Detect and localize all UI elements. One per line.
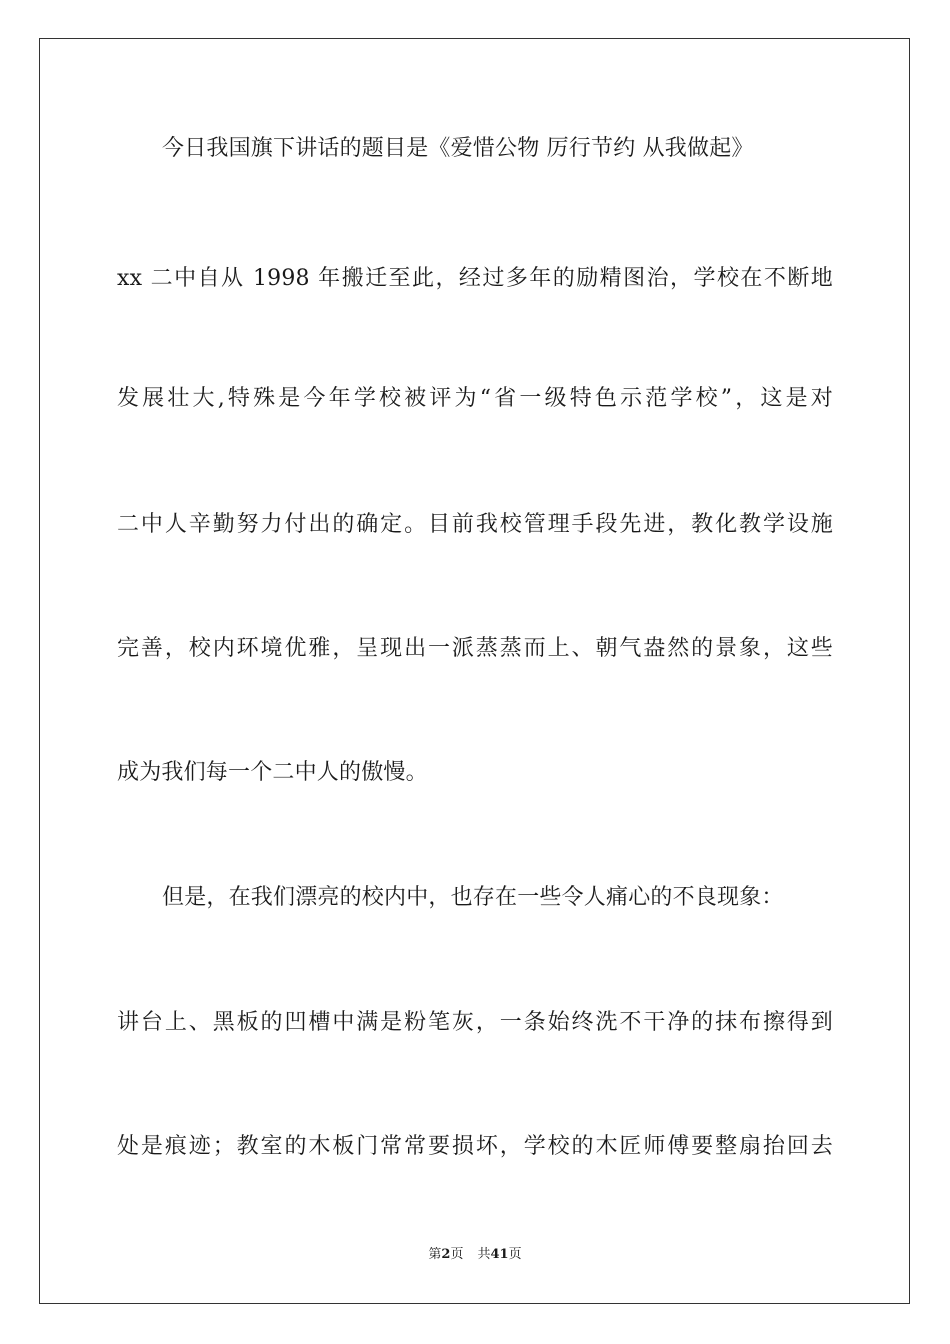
total-pages-indicator: 共41页 <box>477 1247 522 1262</box>
text-line: 但是，在我们漂亮的校内中，也存在一些令人痛心的不良现象： <box>162 885 784 910</box>
page-frame <box>39 38 910 1304</box>
text-line: xx 二中自从 1998 年搬迁至此，经过多年的励精图治，学校在不断地 <box>117 266 833 291</box>
total-pages: 41 <box>490 1247 509 1262</box>
page-footer <box>0 1246 950 1264</box>
text-line: 处是痕迹；教室的木板门常常要损坏，学校的木匠师傅要整扇抬回去 <box>117 1134 833 1159</box>
text-line: 发展壮大,特殊是今年学校被评为“省一级特色示范学校”，这是对 <box>117 386 833 411</box>
page-indicator: 第2页 <box>428 1247 464 1262</box>
text-line: 今日我国旗下讲话的题目是《爱惜公物 厉行节约 从我做起》 <box>162 136 754 161</box>
text-line: 二中人辛勤努力付出的确定。目前我校管理手段先进，教化教学设施 <box>117 512 833 537</box>
text-line: 讲台上、黑板的凹槽中满是粉笔灰，一条始终洗不干净的抹布擦得到 <box>117 1010 833 1035</box>
text-line: 成为我们每一个二中人的傲慢。 <box>117 760 428 785</box>
page-number: 2 <box>441 1247 451 1262</box>
text-line: 完善，校内环境优雅，呈现出一派蒸蒸而上、朝气盎然的景象，这些 <box>117 636 833 661</box>
